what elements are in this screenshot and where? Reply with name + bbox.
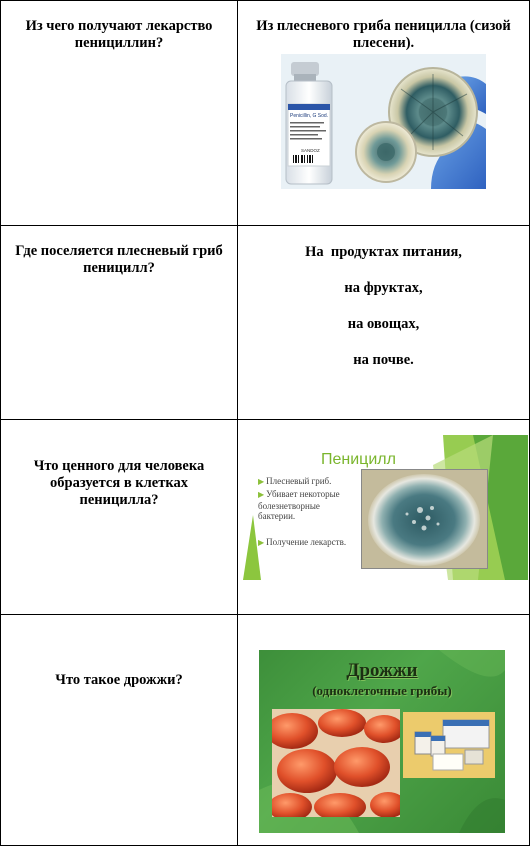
answer-cell <box>238 420 530 615</box>
answer-text: Из плесневого гриба пеницилла (сизой плесени). <box>256 18 511 51</box>
penicillin-photo <box>281 54 486 189</box>
yeast-packages-photo <box>403 712 495 778</box>
question-cell <box>1 420 238 615</box>
question-text: Где поселяется плесневый гриб пеницилл? <box>15 242 223 276</box>
slide-bullet-text: Плесневый гриб. <box>266 476 332 487</box>
vial-label: Penicillin, G Sod. <box>290 113 329 119</box>
question-text: Что такое дрожжи? <box>55 672 183 689</box>
question-text: Из чего получают лекарство пенициллин? <box>25 18 213 51</box>
table-row <box>1 225 530 420</box>
answer-cell <box>238 1 530 226</box>
answer-cell <box>238 225 530 420</box>
penicillin-illustration <box>281 54 486 189</box>
habitat-item: на почве. <box>353 351 414 368</box>
yeast-slide <box>259 650 505 833</box>
question-cell <box>1 225 238 420</box>
petri-dish-illustration <box>362 470 487 568</box>
table-row <box>1 1 530 226</box>
habitat-list <box>238 226 529 369</box>
yeast-packages-illustration <box>403 712 495 778</box>
slide-bullet-text: Убивает некоторые болезнетворные бактерии. <box>258 489 340 522</box>
vial-brand: SANDOZ <box>301 148 320 153</box>
slide-bullet: ▶ Плесневый гриб. <box>258 476 332 487</box>
slide-title: Дрожжи <box>346 660 418 682</box>
table-row <box>1 615 530 846</box>
slide-bullet-text: Получение лекарств. <box>266 537 347 548</box>
habitat-item: на фруктах, <box>344 279 423 296</box>
slide-bullet: ▶ Получение лекарств. <box>258 537 347 548</box>
question-text: Что ценного для человека образуется в клетках пеницилла? <box>33 458 205 509</box>
habitat-item: на овощах, <box>347 315 420 332</box>
slide-bullet: ▶ Убивает некоторые болезнетворные бактерии. <box>258 489 340 522</box>
question-cell <box>1 1 238 226</box>
answer-cell <box>238 615 530 846</box>
slide-title: Пеницилл <box>321 451 396 469</box>
habitat-item: На продуктах питания, <box>305 243 462 260</box>
table-row <box>1 420 530 615</box>
yeast-cells-photo <box>272 709 400 817</box>
slide-subtitle: (одноклеточные грибы) <box>312 683 452 699</box>
penicillium-slide <box>243 435 528 580</box>
yeast-cells-illustration <box>272 709 400 817</box>
petri-dish-photo <box>361 469 488 569</box>
question-cell <box>1 615 238 846</box>
